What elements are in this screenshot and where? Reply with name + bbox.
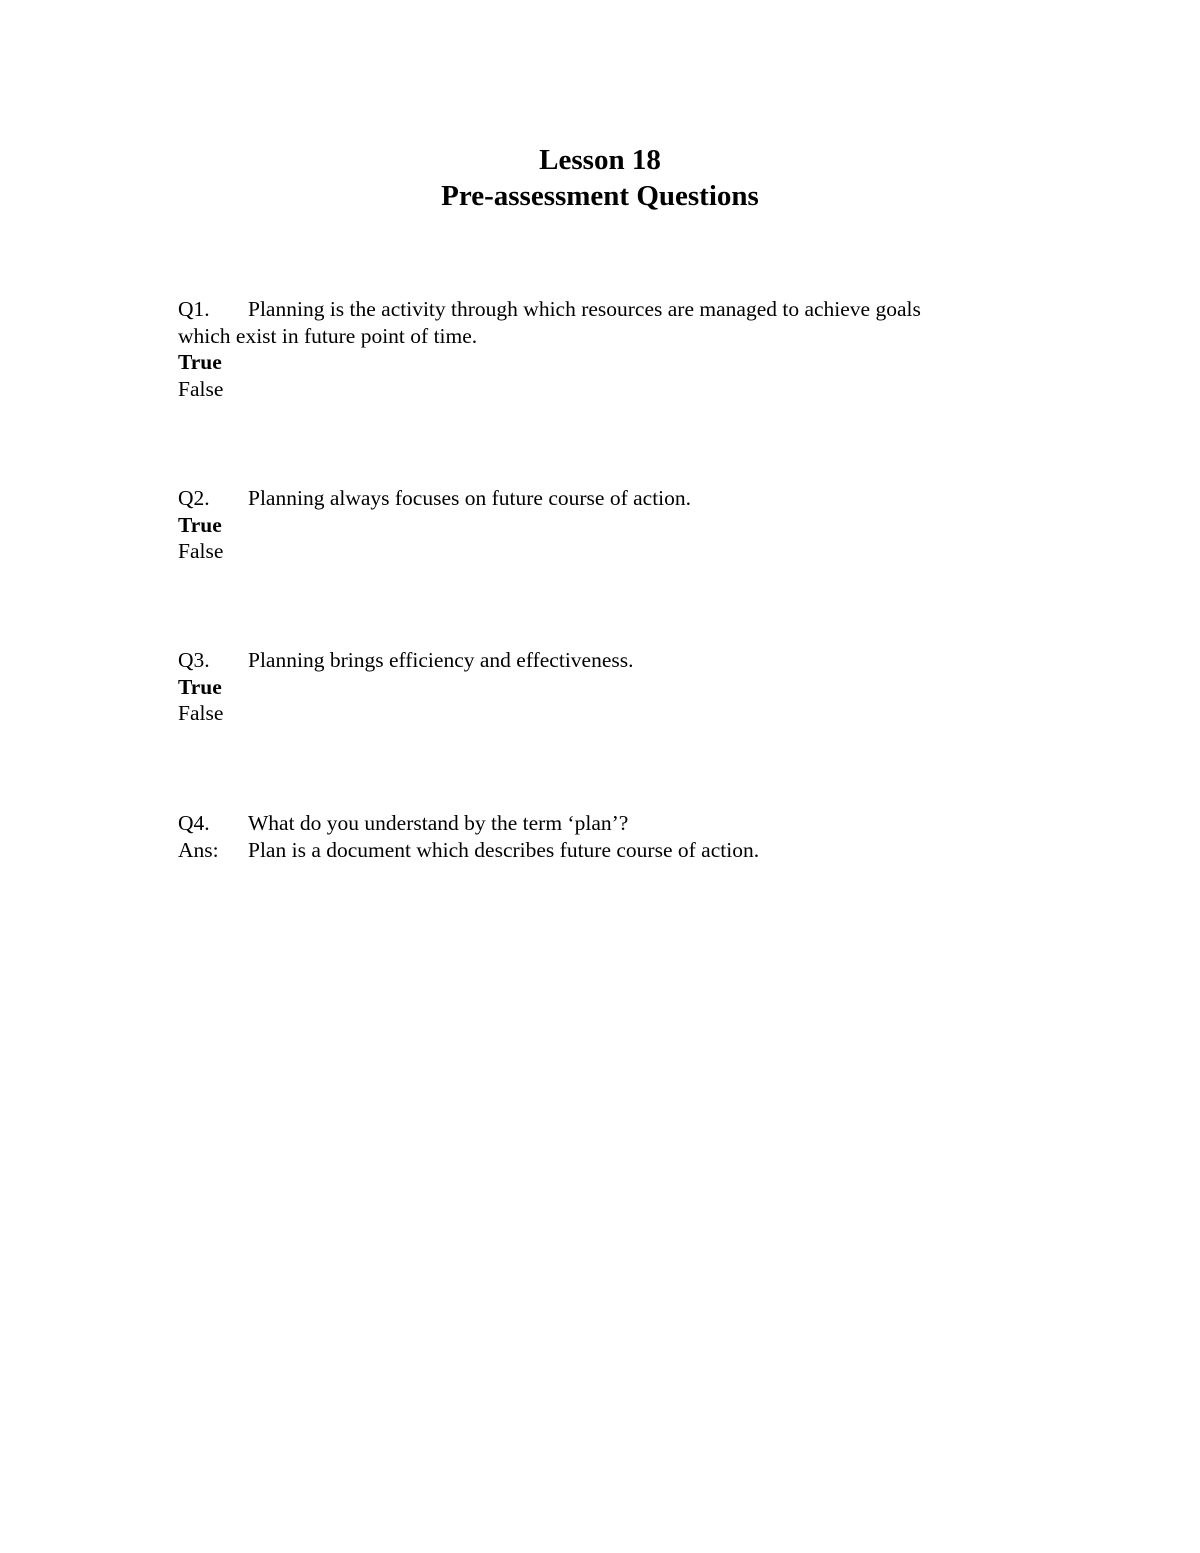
question-1-row (178, 296, 1018, 323)
question-3-row (178, 647, 1018, 674)
question-number: Q1. (178, 297, 210, 321)
answer-label: Ans: (178, 837, 219, 862)
option-false: False (178, 701, 224, 725)
question-2 (178, 485, 1018, 565)
question-text: Planning brings efficiency and effectiveness. (248, 648, 634, 672)
question-4-row (178, 810, 1018, 837)
option-false: False (178, 539, 224, 563)
answer-row (178, 837, 1018, 864)
page-title (0, 142, 1200, 214)
question-2-row (178, 485, 1018, 512)
question-number: Q3. (178, 648, 210, 672)
question-text-continued: which exist in future point of time. (178, 323, 478, 348)
question-4 (178, 810, 1018, 863)
question-text: Planning always focuses on future course of action. (248, 486, 692, 510)
question-1 (178, 296, 1018, 402)
question-3 (178, 647, 1018, 727)
option-true-selected: True (178, 512, 222, 537)
question-number: Q4. (178, 811, 210, 835)
question-number: Q2. (178, 486, 210, 510)
answer-text: Plan is a document which describes future course of action. (248, 837, 760, 862)
question-text: Planning is the activity through which resources are managed to achieve goals (248, 297, 921, 321)
question-text: What do you understand by the term ‘plan’? (248, 811, 629, 835)
lesson-title: Lesson 18 (539, 144, 661, 176)
option-true-selected: True (178, 674, 222, 699)
option-false: False (178, 376, 224, 401)
section-title: Pre-assessment Questions (441, 180, 759, 212)
option-true-selected: True (178, 350, 222, 374)
